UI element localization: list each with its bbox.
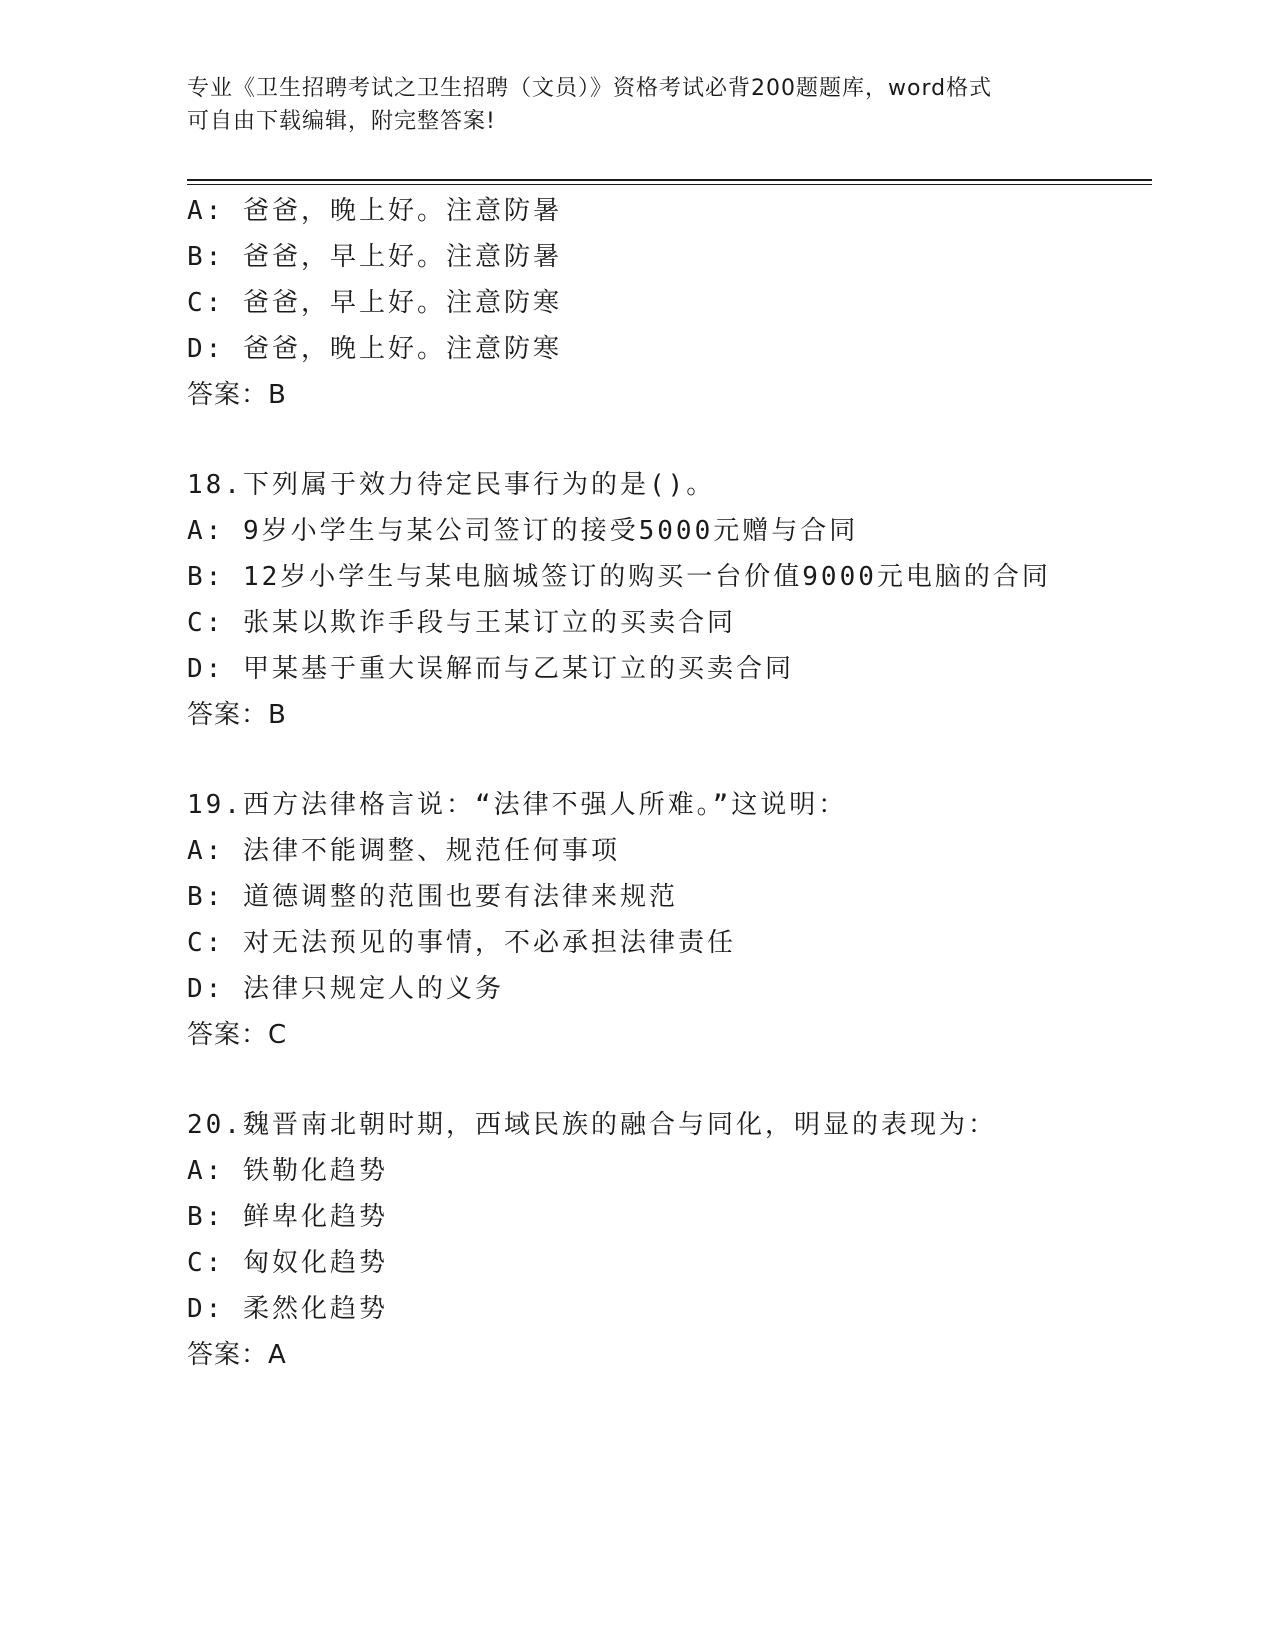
header-line-1: 专业《卫生招聘考试之卫生招聘（文员）》资格考试必背200题题库，word格式 [187, 76, 993, 101]
header-divider-thin [187, 184, 1152, 185]
option-c: C: 爸爸，早上好。注意防寒 [187, 288, 562, 318]
option-a: A: 爸爸，晚上好。注意防暑 [187, 196, 562, 226]
option-b: B: 爸爸，早上好。注意防暑 [187, 242, 562, 272]
question-block-17 [187, 188, 1147, 418]
option-c: C: 张某以欺诈手段与王某订立的买卖合同 [187, 608, 736, 638]
question-list [187, 188, 1147, 1378]
option-d: D: 甲某基于重大误解而与乙某订立的买卖合同 [187, 654, 794, 684]
option-b: B: 道德调整的范围也要有法律来规范 [187, 882, 678, 912]
spacer [187, 1058, 1147, 1102]
question-block-18 [187, 462, 1147, 738]
option-d: D: 法律只规定人的义务 [187, 974, 504, 1004]
question-text: 19.西方法律格言说：“法律不强人所难。”这说明： [187, 790, 848, 820]
option-a: A: 9岁小学生与某公司签订的接受5000元赠与合同 [187, 516, 859, 546]
answer-line: 答案：B [187, 700, 287, 730]
question-block-19 [187, 782, 1147, 1058]
header-divider-thick [187, 179, 1152, 181]
option-a: A: 法律不能调整、规范任何事项 [187, 836, 620, 866]
spacer [187, 738, 1147, 782]
question-text: 20.魏晋南北朝时期，西域民族的融合与同化，明显的表现为： [187, 1110, 997, 1140]
option-b: B: 12岁小学生与某电脑城签订的购买一台价值9000元电脑的合同 [187, 562, 1051, 592]
question-block-20 [187, 1102, 1147, 1378]
option-c: C: 匈奴化趋势 [187, 1248, 388, 1278]
option-d: D: 爸爸，晚上好。注意防寒 [187, 334, 562, 364]
option-b: B: 鲜卑化趋势 [187, 1202, 388, 1232]
question-text: 18.下列属于效力待定民事行为的是()。 [187, 470, 716, 500]
header-line-2: 可自由下载编辑，附完整答案! [187, 109, 496, 134]
document-header [187, 72, 1087, 138]
answer-line: 答案：A [187, 1340, 287, 1370]
spacer [187, 418, 1147, 462]
option-c: C: 对无法预见的事情，不必承担法律责任 [187, 928, 736, 958]
answer-line: 答案：C [187, 1020, 288, 1050]
option-d: D: 柔然化趋势 [187, 1294, 388, 1324]
answer-line: 答案：B [187, 380, 287, 410]
option-a: A: 铁勒化趋势 [187, 1156, 388, 1186]
